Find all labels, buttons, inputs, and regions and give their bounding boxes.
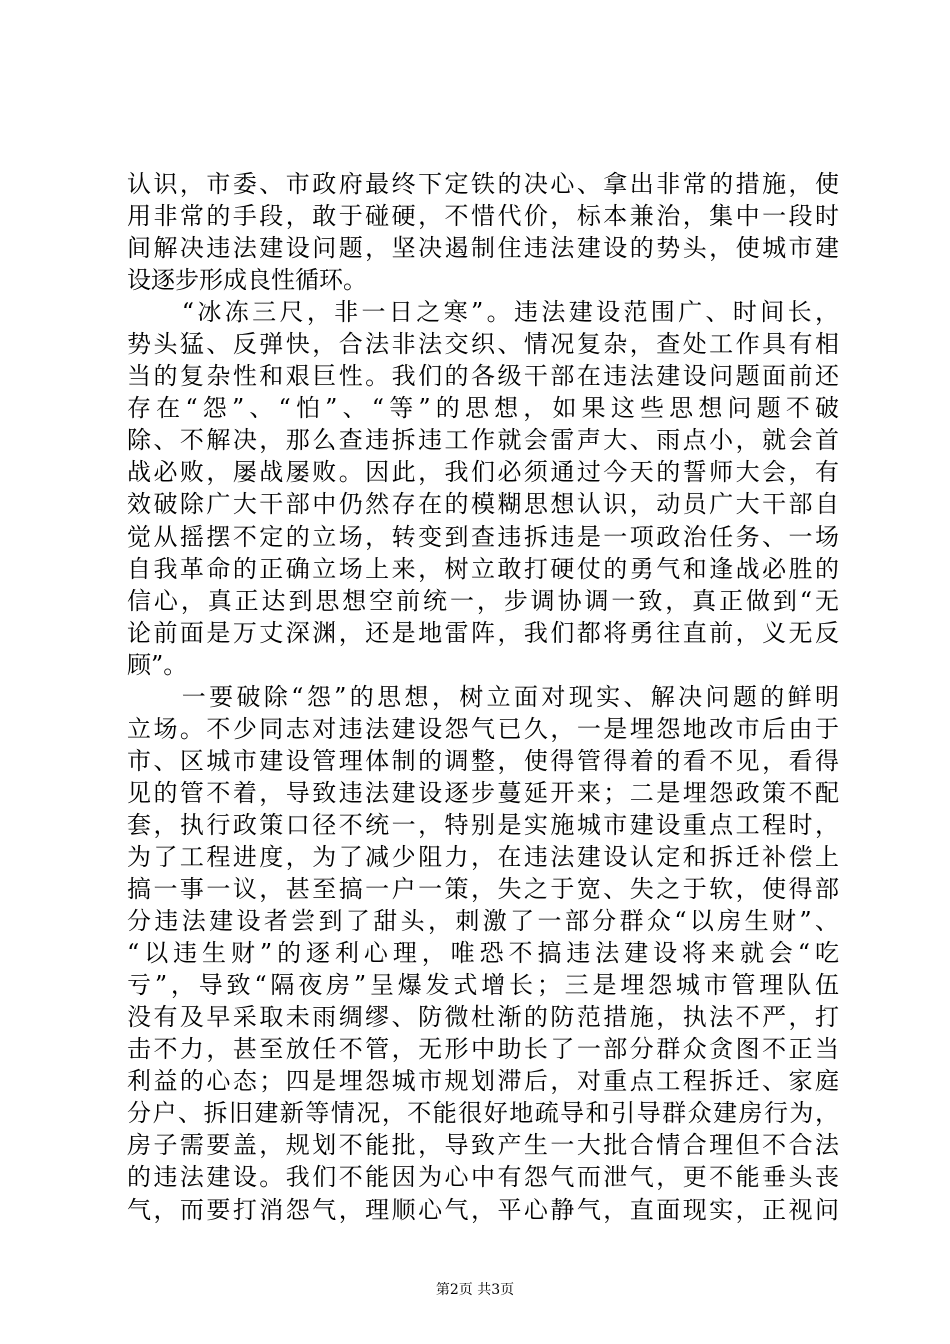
page-footer: 第2页 共3页 bbox=[435, 1282, 515, 1298]
text-line: 用非常的手段，敢于碰硬，不惜代价，标本兼治，集中一段时 bbox=[127, 202, 839, 231]
text-line: 套，执行政策口径不统一，特别是实施城市建设重点工程时， bbox=[127, 810, 839, 839]
text-line: 设逐步形成良性循环。 bbox=[127, 266, 367, 295]
text-line: 为了工程进度，为了减少阻力，在违法建设认定和拆迁补偿上 bbox=[127, 842, 839, 871]
text-line: 的违法建设。我们不能因为心中有怨气而泄气，更不能垂头丧 bbox=[127, 1163, 839, 1192]
text-line: 房子需要盖，规划不能批，导致产生一大批合情合理但不合法 bbox=[127, 1131, 839, 1160]
text-line: 击不力，甚至放任不管，无形中助长了一部分群众贪图不正当 bbox=[127, 1035, 839, 1064]
text-line: 亏”，导致“隔夜房”呈爆发式增长；三是埋怨城市管理队伍 bbox=[127, 971, 839, 1000]
text-line: 见的管不着，导致违法建设逐步蔓延开来；二是埋怨政策不配 bbox=[127, 778, 839, 807]
text-line: 分户、拆旧建新等情况，不能很好地疏导和引导群众建房行为， bbox=[127, 1099, 839, 1128]
text-line: 觉从摇摆不定的立场，转变到查违拆违是一项政治任务、一场 bbox=[127, 522, 839, 551]
text-line: 效破除广大干部中仍然存在的模糊思想认识，动员广大干部自 bbox=[127, 490, 839, 519]
text-line: 立场。不少同志对违法建设怨气已久，一是埋怨地改市后由于 bbox=[127, 714, 839, 743]
body-text bbox=[127, 168, 839, 1226]
text-line: 战必败，屡战屡败。因此，我们必须通过今天的誓师大会，有 bbox=[127, 458, 839, 487]
text-line: 没有及早采取未雨绸缪、防微杜渐的防范措施，执法不严，打 bbox=[127, 1003, 839, 1032]
text-line: 当的复杂性和艰巨性。我们的各级干部在违法建设问题面前还 bbox=[127, 362, 839, 391]
text-line: 间解决违法建设问题，坚决遏制住违法建设的势头，使城市建 bbox=[127, 234, 839, 263]
text-line: “冰冻三尺，非一日之寒”。违法建设范围广、时间长， bbox=[127, 298, 839, 327]
text-line: 论前面是万丈深渊，还是地雷阵，我们都将勇往直前，义无反 bbox=[127, 618, 839, 647]
text-line: 分违法建设者尝到了甜头，刺激了一部分群众“以房生财”、 bbox=[127, 907, 839, 936]
text-line: 认识，市委、市政府最终下定铁的决心、拿出非常的措施，使 bbox=[127, 170, 839, 198]
text-line: 存在“怨”、“怕”、“等”的思想，如果这些思想问题不破 bbox=[127, 394, 839, 423]
text-line: 信心，真正达到思想空前统一，步调协调一致，真正做到“无 bbox=[127, 586, 839, 615]
text-line: 势头猛、反弹快，合法非法交织、情况复杂，查处工作具有相 bbox=[127, 330, 839, 359]
text-line: 一要破除“怨”的思想，树立面对现实、解决问题的鲜明 bbox=[127, 682, 839, 711]
text-line: 除、不解决，那么查违拆违工作就会雷声大、雨点小，就会首 bbox=[127, 426, 839, 455]
text-line: 市、区城市建设管理体制的调整，使得管得着的看不见，看得 bbox=[127, 746, 839, 775]
text-line: 自我革命的正确立场上来，树立敢打硬仗的勇气和逢战必胜的 bbox=[127, 554, 839, 583]
text-line: “以违生财”的逐利心理，唯恐不搞违法建设将来就会“吃 bbox=[127, 939, 839, 968]
text-line: 搞一事一议，甚至搞一户一策，失之于宽、失之于软，使得部 bbox=[127, 875, 839, 904]
text-line: 顾”。 bbox=[127, 650, 188, 679]
text-line: 利益的心态；四是埋怨城市规划滞后，对重点工程拆迁、家庭 bbox=[127, 1067, 839, 1096]
text-line: 气，而要打消怨气，理顺心气，平心静气，直面现实，正视问 bbox=[127, 1195, 839, 1224]
